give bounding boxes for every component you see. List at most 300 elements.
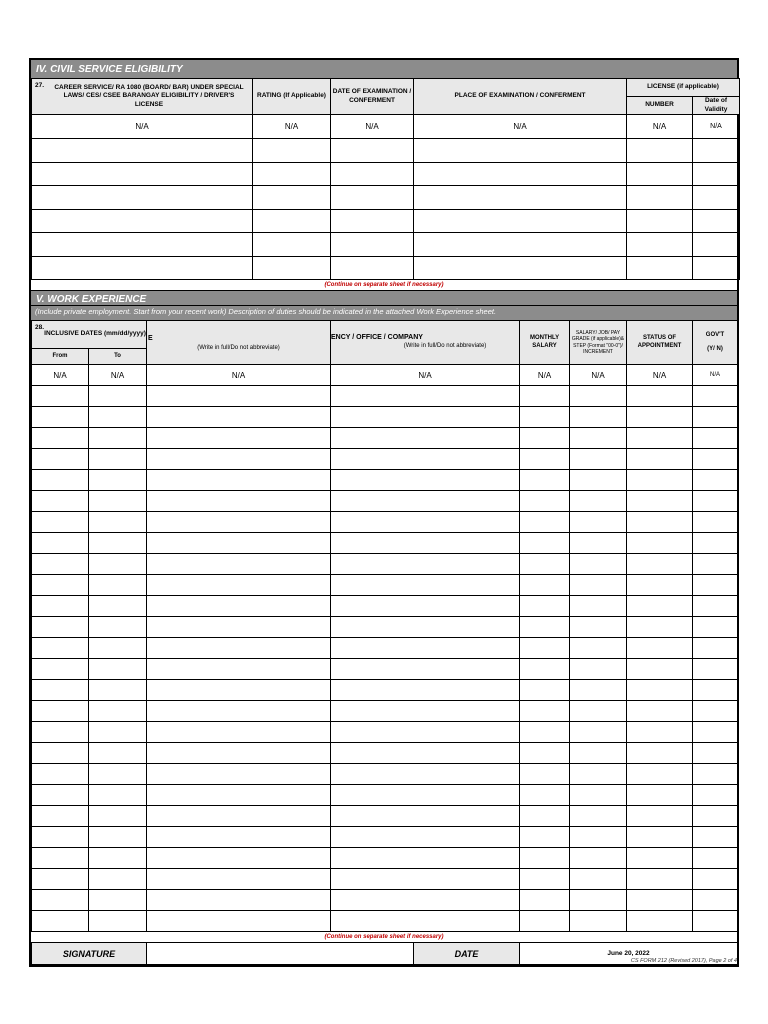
work-empty-cell[interactable] bbox=[570, 743, 627, 764]
cse-career-label: CAREER SERVICE/ RA 1080 (BOARD/ BAR) UNDER SPECIAL LAWS/ CES/ CSEE BARANGAY ELIGIBILITY / DRIVER'S LICENSE bbox=[54, 84, 244, 108]
cse-empty-cell[interactable] bbox=[331, 162, 414, 186]
work-empty-cell[interactable] bbox=[520, 890, 570, 911]
work-empty-cell[interactable] bbox=[147, 512, 331, 533]
cse-empty-cell[interactable] bbox=[253, 209, 331, 233]
date-value[interactable]: June 20, 2022 bbox=[520, 943, 738, 965]
work-empty-cell[interactable] bbox=[147, 428, 331, 449]
work-empty-cell[interactable] bbox=[331, 869, 520, 890]
work-empty-cell[interactable] bbox=[32, 722, 89, 743]
work-empty-row bbox=[32, 554, 738, 575]
work-empty-cell[interactable] bbox=[331, 596, 520, 617]
work-empty-cell[interactable] bbox=[627, 680, 693, 701]
work-empty-cell[interactable] bbox=[147, 596, 331, 617]
work-empty-cell[interactable] bbox=[32, 806, 89, 827]
work-empty-cell[interactable] bbox=[570, 554, 627, 575]
work-empty-cell[interactable] bbox=[331, 617, 520, 638]
work-empty-cell[interactable] bbox=[89, 680, 147, 701]
cse-empty-cell[interactable] bbox=[32, 139, 253, 163]
work-empty-cell[interactable] bbox=[89, 533, 147, 554]
work-empty-cell[interactable] bbox=[627, 407, 693, 428]
work-empty-cell[interactable] bbox=[147, 533, 331, 554]
work-empty-cell[interactable] bbox=[693, 680, 738, 701]
work-empty-cell[interactable] bbox=[147, 764, 331, 785]
work-empty-row bbox=[32, 470, 738, 491]
work-empty-cell[interactable] bbox=[331, 449, 520, 470]
work-empty-cell[interactable] bbox=[89, 911, 147, 932]
work-empty-cell[interactable] bbox=[32, 575, 89, 596]
work-govt-cell[interactable]: N/A bbox=[693, 365, 738, 386]
work-empty-cell[interactable] bbox=[147, 386, 331, 407]
work-empty-cell[interactable] bbox=[89, 491, 147, 512]
work-empty-cell[interactable] bbox=[693, 806, 738, 827]
cse-empty-cell[interactable] bbox=[32, 233, 253, 257]
cse-empty-cell[interactable] bbox=[414, 209, 627, 233]
cse-empty-row bbox=[32, 233, 740, 257]
work-empty-cell[interactable] bbox=[331, 680, 520, 701]
work-empty-cell[interactable] bbox=[147, 869, 331, 890]
work-empty-cell[interactable] bbox=[693, 449, 738, 470]
work-empty-cell[interactable] bbox=[89, 722, 147, 743]
work-status-cell[interactable]: N/A bbox=[627, 365, 693, 386]
work-empty-cell[interactable] bbox=[520, 869, 570, 890]
work-govt-sub: (Y/ N) bbox=[707, 345, 723, 352]
work-empty-row bbox=[32, 743, 738, 764]
work-empty-cell[interactable] bbox=[627, 911, 693, 932]
work-empty-cell[interactable] bbox=[32, 491, 89, 512]
work-empty-cell[interactable] bbox=[520, 680, 570, 701]
work-empty-cell[interactable] bbox=[89, 407, 147, 428]
cse-empty-cell[interactable] bbox=[414, 186, 627, 210]
cse-empty-cell[interactable] bbox=[627, 139, 693, 163]
work-grade-cell[interactable]: N/A bbox=[570, 365, 627, 386]
work-empty-cell[interactable] bbox=[520, 722, 570, 743]
work-empty-cell[interactable] bbox=[89, 764, 147, 785]
work-empty-cell[interactable] bbox=[147, 827, 331, 848]
work-empty-cell[interactable] bbox=[693, 911, 738, 932]
work-empty-cell[interactable] bbox=[693, 890, 738, 911]
work-empty-cell[interactable] bbox=[331, 806, 520, 827]
work-empty-cell[interactable] bbox=[627, 554, 693, 575]
work-empty-cell[interactable] bbox=[520, 596, 570, 617]
work-empty-cell[interactable] bbox=[331, 491, 520, 512]
work-empty-cell[interactable] bbox=[331, 890, 520, 911]
cse-section-title: IV. CIVIL SERVICE ELIGIBILITY bbox=[36, 64, 183, 75]
work-empty-cell[interactable] bbox=[147, 659, 331, 680]
work-empty-cell[interactable] bbox=[693, 512, 738, 533]
work-empty-cell[interactable] bbox=[693, 386, 738, 407]
cse-license-header: LICENSE (if applicable) bbox=[627, 79, 740, 97]
work-empty-cell[interactable] bbox=[32, 428, 89, 449]
cse-empty-cell[interactable] bbox=[253, 233, 331, 257]
work-empty-cell[interactable] bbox=[32, 533, 89, 554]
work-empty-cell[interactable] bbox=[520, 827, 570, 848]
cse-empty-cell[interactable] bbox=[693, 186, 740, 210]
cse-item-number: 27. bbox=[35, 82, 45, 89]
work-empty-cell[interactable] bbox=[627, 848, 693, 869]
work-empty-cell[interactable] bbox=[147, 806, 331, 827]
work-empty-cell[interactable] bbox=[89, 449, 147, 470]
work-empty-cell[interactable] bbox=[627, 470, 693, 491]
cse-empty-cell[interactable] bbox=[331, 209, 414, 233]
work-empty-cell[interactable] bbox=[89, 617, 147, 638]
work-empty-cell[interactable] bbox=[147, 701, 331, 722]
work-empty-cell[interactable] bbox=[570, 533, 627, 554]
work-empty-cell[interactable] bbox=[32, 407, 89, 428]
work-empty-row bbox=[32, 638, 738, 659]
work-empty-cell[interactable] bbox=[89, 806, 147, 827]
work-empty-row bbox=[32, 407, 738, 428]
work-empty-cell[interactable] bbox=[627, 764, 693, 785]
cse-validity-cell[interactable]: N/A bbox=[693, 115, 740, 139]
work-empty-cell[interactable] bbox=[331, 533, 520, 554]
work-empty-cell[interactable] bbox=[627, 806, 693, 827]
work-empty-cell[interactable] bbox=[32, 911, 89, 932]
work-position-header bbox=[147, 321, 331, 365]
cse-empty-cell[interactable] bbox=[627, 233, 693, 257]
work-to-cell[interactable]: N/A bbox=[89, 365, 147, 386]
work-empty-cell[interactable] bbox=[89, 785, 147, 806]
cse-date-cell[interactable]: N/A bbox=[331, 115, 414, 139]
work-empty-cell[interactable] bbox=[331, 722, 520, 743]
work-empty-cell[interactable] bbox=[570, 512, 627, 533]
cse-empty-cell[interactable] bbox=[627, 256, 693, 280]
work-empty-cell[interactable] bbox=[570, 638, 627, 659]
work-empty-cell[interactable] bbox=[570, 428, 627, 449]
work-empty-cell[interactable] bbox=[627, 596, 693, 617]
work-empty-cell[interactable] bbox=[147, 890, 331, 911]
work-salary-cell[interactable]: N/A bbox=[520, 365, 570, 386]
work-empty-cell[interactable] bbox=[331, 512, 520, 533]
cse-empty-row bbox=[32, 162, 740, 186]
work-empty-cell[interactable] bbox=[331, 911, 520, 932]
work-empty-cell[interactable] bbox=[627, 617, 693, 638]
work-section-title: V. WORK EXPERIENCE bbox=[36, 294, 147, 305]
work-empty-cell[interactable] bbox=[520, 659, 570, 680]
work-empty-cell[interactable] bbox=[89, 386, 147, 407]
work-empty-cell[interactable] bbox=[89, 428, 147, 449]
work-empty-row bbox=[32, 722, 738, 743]
work-empty-cell[interactable] bbox=[147, 554, 331, 575]
work-empty-cell[interactable] bbox=[331, 827, 520, 848]
work-empty-cell[interactable] bbox=[32, 617, 89, 638]
work-empty-cell[interactable] bbox=[693, 407, 738, 428]
work-empty-cell[interactable] bbox=[520, 533, 570, 554]
work-empty-cell[interactable] bbox=[627, 428, 693, 449]
cse-career-cell[interactable]: N/A bbox=[32, 115, 253, 139]
cse-empty-cell[interactable] bbox=[693, 139, 740, 163]
work-empty-cell[interactable] bbox=[627, 575, 693, 596]
work-empty-cell[interactable] bbox=[520, 911, 570, 932]
cse-empty-cell[interactable] bbox=[693, 233, 740, 257]
work-empty-cell[interactable] bbox=[627, 722, 693, 743]
work-table bbox=[31, 320, 738, 932]
cse-empty-cell[interactable] bbox=[253, 256, 331, 280]
work-empty-cell[interactable] bbox=[570, 764, 627, 785]
work-empty-cell[interactable] bbox=[32, 680, 89, 701]
work-empty-cell[interactable] bbox=[520, 407, 570, 428]
work-empty-cell[interactable] bbox=[147, 617, 331, 638]
work-empty-cell[interactable] bbox=[89, 554, 147, 575]
work-empty-cell[interactable] bbox=[693, 470, 738, 491]
work-empty-cell[interactable] bbox=[693, 869, 738, 890]
cse-empty-cell[interactable] bbox=[253, 162, 331, 186]
cse-empty-cell[interactable] bbox=[627, 186, 693, 210]
work-empty-cell[interactable] bbox=[520, 512, 570, 533]
work-empty-cell[interactable] bbox=[32, 659, 89, 680]
work-empty-cell[interactable] bbox=[520, 428, 570, 449]
cse-empty-cell[interactable] bbox=[414, 233, 627, 257]
work-empty-cell[interactable] bbox=[693, 722, 738, 743]
work-agency-label: ENCY / OFFICE / COMPANY bbox=[331, 334, 423, 342]
cse-empty-cell[interactable] bbox=[414, 256, 627, 280]
work-empty-cell[interactable] bbox=[147, 680, 331, 701]
work-empty-cell[interactable] bbox=[89, 659, 147, 680]
work-empty-cell[interactable] bbox=[570, 680, 627, 701]
work-empty-cell[interactable] bbox=[32, 638, 89, 659]
work-empty-row bbox=[32, 680, 738, 701]
cse-career-header bbox=[32, 79, 253, 115]
work-empty-cell[interactable] bbox=[570, 701, 627, 722]
work-empty-cell[interactable] bbox=[331, 764, 520, 785]
work-empty-cell[interactable] bbox=[147, 575, 331, 596]
work-empty-cell[interactable] bbox=[570, 617, 627, 638]
work-empty-cell[interactable] bbox=[147, 848, 331, 869]
work-empty-cell[interactable] bbox=[693, 638, 738, 659]
work-empty-cell[interactable] bbox=[693, 701, 738, 722]
work-empty-cell[interactable] bbox=[570, 722, 627, 743]
work-empty-cell[interactable] bbox=[147, 911, 331, 932]
work-empty-cell[interactable] bbox=[520, 491, 570, 512]
cse-empty-cell[interactable] bbox=[32, 186, 253, 210]
work-empty-cell[interactable] bbox=[147, 470, 331, 491]
work-empty-cell[interactable] bbox=[570, 596, 627, 617]
work-empty-cell[interactable] bbox=[693, 554, 738, 575]
cse-empty-cell[interactable] bbox=[331, 186, 414, 210]
cse-empty-cell[interactable] bbox=[32, 209, 253, 233]
work-empty-cell[interactable] bbox=[627, 869, 693, 890]
work-empty-cell[interactable] bbox=[331, 470, 520, 491]
cse-empty-cell[interactable] bbox=[414, 162, 627, 186]
work-empty-cell[interactable] bbox=[89, 869, 147, 890]
work-empty-cell[interactable] bbox=[331, 743, 520, 764]
work-empty-cell[interactable] bbox=[331, 428, 520, 449]
work-empty-cell[interactable] bbox=[32, 848, 89, 869]
work-empty-cell[interactable] bbox=[520, 470, 570, 491]
work-empty-cell[interactable] bbox=[693, 575, 738, 596]
work-empty-row bbox=[32, 533, 738, 554]
work-empty-cell[interactable] bbox=[570, 491, 627, 512]
work-empty-cell[interactable] bbox=[147, 722, 331, 743]
work-empty-cell[interactable] bbox=[147, 785, 331, 806]
work-empty-cell[interactable] bbox=[627, 827, 693, 848]
work-empty-cell[interactable] bbox=[627, 533, 693, 554]
work-empty-cell[interactable] bbox=[32, 470, 89, 491]
work-empty-cell[interactable] bbox=[520, 554, 570, 575]
work-empty-cell[interactable] bbox=[520, 638, 570, 659]
work-empty-cell[interactable] bbox=[570, 806, 627, 827]
work-empty-cell[interactable] bbox=[331, 554, 520, 575]
work-empty-cell[interactable] bbox=[693, 785, 738, 806]
work-empty-cell[interactable] bbox=[693, 743, 738, 764]
cse-empty-cell[interactable] bbox=[32, 162, 253, 186]
cse-empty-row bbox=[32, 209, 740, 233]
work-empty-cell[interactable] bbox=[570, 890, 627, 911]
work-continue-note: (Continue on separate sheet if necessary) bbox=[31, 931, 737, 942]
work-empty-cell[interactable] bbox=[520, 386, 570, 407]
work-empty-cell[interactable] bbox=[520, 806, 570, 827]
work-empty-cell[interactable] bbox=[32, 743, 89, 764]
work-empty-cell[interactable] bbox=[331, 785, 520, 806]
work-empty-cell[interactable] bbox=[89, 596, 147, 617]
work-empty-cell[interactable] bbox=[147, 449, 331, 470]
cse-empty-cell[interactable] bbox=[627, 209, 693, 233]
work-empty-cell[interactable] bbox=[693, 617, 738, 638]
work-empty-cell[interactable] bbox=[570, 659, 627, 680]
work-empty-cell[interactable] bbox=[693, 827, 738, 848]
work-empty-cell[interactable] bbox=[627, 638, 693, 659]
cse-row bbox=[32, 115, 740, 139]
work-empty-cell[interactable] bbox=[331, 659, 520, 680]
cse-empty-cell[interactable] bbox=[331, 256, 414, 280]
cse-empty-cell[interactable] bbox=[627, 162, 693, 186]
work-empty-row bbox=[32, 575, 738, 596]
cse-rating-cell[interactable]: N/A bbox=[253, 115, 331, 139]
work-empty-cell[interactable] bbox=[520, 764, 570, 785]
work-empty-cell[interactable] bbox=[520, 701, 570, 722]
work-empty-cell[interactable] bbox=[147, 491, 331, 512]
cse-place-cell[interactable]: N/A bbox=[414, 115, 627, 139]
work-empty-cell[interactable] bbox=[627, 701, 693, 722]
work-empty-row bbox=[32, 848, 738, 869]
work-empty-cell[interactable] bbox=[627, 449, 693, 470]
work-empty-cell[interactable] bbox=[331, 575, 520, 596]
work-empty-cell[interactable] bbox=[570, 911, 627, 932]
work-section-subtitle: (Include private employment. Start from your recent work) Description of duties should be indicated in the attached Work Experience sheet. bbox=[31, 305, 737, 320]
signature-field[interactable] bbox=[147, 943, 414, 965]
work-empty-cell[interactable] bbox=[693, 764, 738, 785]
work-empty-cell[interactable] bbox=[32, 554, 89, 575]
work-empty-row bbox=[32, 869, 738, 890]
work-empty-cell[interactable] bbox=[627, 743, 693, 764]
work-empty-cell[interactable] bbox=[570, 827, 627, 848]
work-empty-row bbox=[32, 911, 738, 932]
work-dates-header bbox=[32, 321, 147, 349]
work-empty-cell[interactable] bbox=[147, 743, 331, 764]
work-empty-cell[interactable] bbox=[89, 575, 147, 596]
work-empty-cell[interactable] bbox=[89, 512, 147, 533]
work-empty-cell[interactable] bbox=[570, 575, 627, 596]
work-empty-cell[interactable] bbox=[32, 449, 89, 470]
work-empty-cell[interactable] bbox=[89, 848, 147, 869]
work-empty-cell[interactable] bbox=[32, 764, 89, 785]
form-footer: CS FORM 212 (Revised 2017), Page 2 of 4 bbox=[630, 958, 737, 964]
cse-date-header: DATE OF EXAMINATION / CONFERMENT bbox=[331, 79, 414, 115]
work-empty-cell[interactable] bbox=[89, 470, 147, 491]
work-empty-cell[interactable] bbox=[32, 869, 89, 890]
cse-empty-cell[interactable] bbox=[414, 139, 627, 163]
work-empty-cell[interactable] bbox=[627, 386, 693, 407]
cse-empty-cell[interactable] bbox=[253, 139, 331, 163]
cse-empty-cell[interactable] bbox=[253, 186, 331, 210]
work-empty-cell[interactable] bbox=[331, 848, 520, 869]
work-empty-cell[interactable] bbox=[32, 827, 89, 848]
work-empty-cell[interactable] bbox=[627, 890, 693, 911]
work-empty-cell[interactable] bbox=[693, 659, 738, 680]
work-agency-cell[interactable]: N/A bbox=[331, 365, 520, 386]
work-empty-cell[interactable] bbox=[627, 659, 693, 680]
work-empty-cell[interactable] bbox=[331, 701, 520, 722]
work-empty-cell[interactable] bbox=[570, 869, 627, 890]
work-empty-cell[interactable] bbox=[520, 785, 570, 806]
work-empty-cell[interactable] bbox=[520, 617, 570, 638]
work-empty-cell[interactable] bbox=[520, 449, 570, 470]
work-empty-cell[interactable] bbox=[570, 470, 627, 491]
work-empty-cell[interactable] bbox=[147, 638, 331, 659]
cse-number-cell[interactable]: N/A bbox=[627, 115, 693, 139]
cse-rating-header: RATING (If Applicable) bbox=[253, 79, 331, 115]
work-empty-cell[interactable] bbox=[147, 407, 331, 428]
work-empty-cell[interactable] bbox=[570, 785, 627, 806]
work-empty-cell[interactable] bbox=[89, 890, 147, 911]
work-empty-cell[interactable] bbox=[570, 449, 627, 470]
work-empty-cell[interactable] bbox=[570, 407, 627, 428]
work-empty-cell[interactable] bbox=[520, 743, 570, 764]
work-empty-cell[interactable] bbox=[693, 533, 738, 554]
work-empty-cell[interactable] bbox=[693, 848, 738, 869]
work-empty-cell[interactable] bbox=[331, 407, 520, 428]
work-empty-cell[interactable] bbox=[520, 575, 570, 596]
work-agency-header bbox=[331, 321, 520, 365]
work-empty-cell[interactable] bbox=[693, 428, 738, 449]
work-empty-row bbox=[32, 512, 738, 533]
work-from-cell[interactable]: N/A bbox=[32, 365, 89, 386]
work-empty-cell[interactable] bbox=[89, 827, 147, 848]
work-empty-cell[interactable] bbox=[89, 701, 147, 722]
work-item-number: 28. bbox=[35, 324, 45, 331]
work-row bbox=[32, 365, 738, 386]
work-empty-cell[interactable] bbox=[570, 386, 627, 407]
work-empty-cell[interactable] bbox=[693, 596, 738, 617]
work-empty-cell[interactable] bbox=[32, 512, 89, 533]
work-empty-cell[interactable] bbox=[627, 512, 693, 533]
cse-empty-cell[interactable] bbox=[331, 139, 414, 163]
cse-empty-cell[interactable] bbox=[32, 256, 253, 280]
work-empty-cell[interactable] bbox=[520, 848, 570, 869]
work-empty-cell[interactable] bbox=[570, 848, 627, 869]
cse-empty-cell[interactable] bbox=[331, 233, 414, 257]
work-empty-cell[interactable] bbox=[693, 491, 738, 512]
work-empty-cell[interactable] bbox=[627, 491, 693, 512]
work-empty-cell[interactable] bbox=[89, 743, 147, 764]
signature-label: SIGNATURE bbox=[32, 943, 147, 965]
work-empty-cell[interactable] bbox=[32, 596, 89, 617]
work-position-cell[interactable]: N/A bbox=[147, 365, 331, 386]
work-empty-cell[interactable] bbox=[32, 701, 89, 722]
work-empty-row bbox=[32, 701, 738, 722]
cse-empty-cell[interactable] bbox=[693, 162, 740, 186]
cse-empty-cell[interactable] bbox=[693, 209, 740, 233]
work-empty-cell[interactable] bbox=[89, 638, 147, 659]
work-empty-cell[interactable] bbox=[32, 785, 89, 806]
work-empty-row bbox=[32, 785, 738, 806]
work-empty-row bbox=[32, 491, 738, 512]
cse-empty-cell[interactable] bbox=[693, 256, 740, 280]
work-empty-cell[interactable] bbox=[32, 386, 89, 407]
work-empty-cell[interactable] bbox=[331, 638, 520, 659]
work-empty-cell[interactable] bbox=[331, 386, 520, 407]
work-empty-cell[interactable] bbox=[627, 785, 693, 806]
work-empty-cell[interactable] bbox=[32, 890, 89, 911]
